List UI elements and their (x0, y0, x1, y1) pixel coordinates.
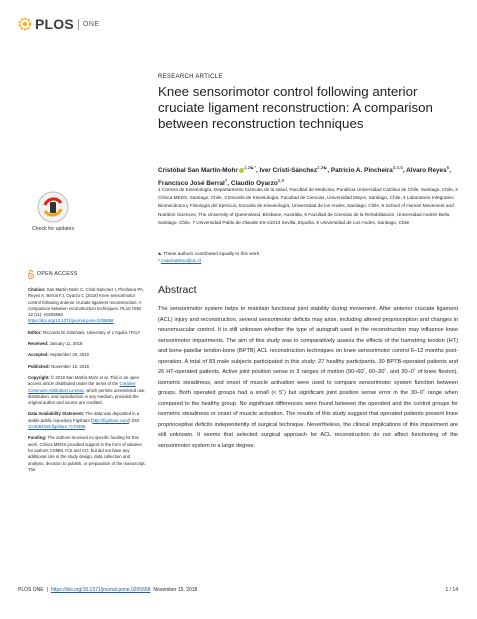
accepted (28, 352, 146, 358)
received-date: January 11, 2018 (48, 341, 83, 347)
funding-text: The authors received no specific funding for this work. Clínica MEDS provided support in the form of salaries for authors CSMM, ICS and CO, but did not have any additional role in the study design, data collection and analysis, decision to publish, or preparation of the manuscript. The (28, 435, 146, 472)
logo-divider (78, 19, 79, 30)
author-name[interactable]: Iver Cristi-Sánchez (259, 167, 318, 175)
footer-journal: PLOS ONE (18, 587, 44, 593)
funding-label: Funding: (28, 435, 47, 441)
figshare-link[interactable]: http://figshare.com/ (92, 417, 130, 423)
copyright-text-b: , which permits unrestricted use, distribution, and reproduction in any medium, provided the original author and source are credited. (28, 387, 146, 406)
corresponding-note (158, 257, 458, 264)
check-for-updates[interactable] (28, 190, 78, 232)
author-separator: , (449, 167, 451, 175)
footer-date: November 15, 2018 (153, 587, 198, 593)
data-availability-text-c: . (85, 424, 87, 430)
author-name[interactable]: Patricio A. Pincheira (330, 167, 393, 175)
data-doi-link[interactable]: 10.6084/m9.figshare.7170389 (28, 424, 86, 430)
article-info-sidebar (28, 270, 146, 478)
editor (28, 330, 146, 336)
abstract-body: The sensorimotor system helps to maintain functional joint stability during movement. After anterior cruciate ligament (ACL) injury and reconstruction, several sensorimotor deficits may arise, including altered proprioception and changes in neuromuscular control. It is still unknown whether the type of autograft used in the reconstruction may influence knee sensorimotor impairments. The aim of this study was to comparatively assess the effects of the hamstring tendon (HT) and bone-patellar tendon-bone (BPTB) ACL reconstruction techniques on knee sensorimotor control 6–12 months post-operation. A total of 83 male subjects participated in this study: 27 healthy participants, 30 BPTB-operated patients and 26 HT-operated patients. Active joint position sense in 3 ranges of motion (90–60˚, 60–30˚, and 30–0˚ of knee flexion), isometric steadiness, and onset of muscle activation were used to compare sensorimotor system function between groups. Both operated groups had a small (< 5˚) but significant joint position sense error in the 30–0˚ range when compared to the healthy group. No significant differences were found between the operated and the control groups for isometric steadiness or onset of muscle activation. The results of this study suggest that operated patients present knee proprioceptive deficits independently of surgical technique. Nevertheless, the clinical implications of this impairment are still unknown. It seems that selected surgical approach for ACL reconstruction do not affect functioning of the sensorimotor system to a large degree. (158, 306, 458, 449)
author-name[interactable]: Alvaro Reyes (406, 167, 447, 175)
logo-text: PLOS (35, 16, 74, 32)
footer-separator: | (46, 587, 48, 593)
check-for-updates-label: Check for updates (31, 226, 75, 232)
data-availability-label: Data Availability Statement: (28, 411, 85, 417)
article-type: RESEARCH ARTICLE (158, 74, 223, 80)
received (28, 341, 146, 347)
equal-contribution-note: ☯ These authors contributed equally to this work. (158, 251, 261, 256)
author-separator: , (327, 167, 331, 175)
email-link[interactable]: csanmartino@uc.cl (161, 258, 202, 263)
citation-text: San Martín-Mohr C, Cristi-Sánchez I, Pincheira PA, Reyes A, Berral FJ, Oyarzo C (2018) Knee sensorimotor control following anterior cruciate ligament reconstruction: A comparison between reconstruction techniques. PLoS ONE 13 (11): e0205658. (28, 287, 144, 318)
data-availability (28, 411, 146, 430)
author-affiliation-marker: 2,8 (277, 178, 284, 184)
copyright-text-a: © 2018 San Martín-Mohr et al. This is an open access article distributed under the terms of the (28, 374, 140, 387)
author-affiliation-marker: 7 (224, 178, 228, 184)
data-availability-text-a: The data was deposited in a stable public repository Figshare ( (28, 411, 140, 423)
author-name[interactable]: Claudio Oyarzo (230, 180, 278, 188)
abstract-heading: Abstract (158, 284, 197, 296)
author-affiliation-marker: 2,3☯ (317, 165, 328, 170)
plos-logo[interactable] (18, 16, 100, 32)
check-for-updates-icon (36, 190, 70, 224)
published-label: Published: (28, 363, 50, 369)
open-access-lock-icon (28, 270, 34, 279)
funding (28, 435, 146, 473)
journal-tag: ONE (82, 20, 100, 28)
accepted-date: September 29, 2018 (48, 352, 89, 358)
open-access-label: OPEN ACCESS (37, 271, 78, 278)
received-label: Received: (28, 341, 49, 347)
citation-doi-link[interactable]: https://doi.org/10.1371/journal.pone.0205658 (28, 318, 114, 324)
copyright-label: Copyright: (28, 374, 50, 380)
accepted-label: Accepted: (28, 352, 49, 358)
author-name[interactable]: Francisco José Berral (158, 180, 225, 188)
published (28, 364, 146, 370)
author-separator: , (402, 167, 407, 175)
author-separator: , (227, 180, 231, 188)
author-affiliation-marker: 6 (446, 165, 450, 170)
copyright (28, 375, 146, 406)
citation-label: Citation: (28, 287, 46, 292)
article-title: Knee sensorimotor control following anterior cruciate ligament reconstruction: A comparison between reconstruction techniques (158, 84, 433, 131)
published-date: November 15, 2018 (49, 363, 89, 369)
editor-label: Editor: (28, 329, 42, 335)
plos-logo-icon (18, 17, 32, 31)
footer-doi-link[interactable]: https://doi.org/10.1371/journal.pone.0205658 (50, 587, 151, 593)
email-prefix: * (158, 258, 162, 263)
page-number: 1 / 14 (445, 587, 458, 593)
data-availability-text-b: ) DOI (129, 417, 140, 423)
citation (28, 287, 146, 325)
author-name[interactable]: Cristóbal San Martín-Mohr (158, 167, 238, 175)
author-affiliation-marker: 1,2☯* (243, 165, 256, 170)
editor-text: Riccardo Di Giminiani, University of L'Aquila, ITALY (41, 329, 141, 335)
author-separator: , (255, 167, 260, 175)
affiliations: 1 Carrera de Kinesiología, Departamento Ciencias de la salud, Facultad de Medicina, Pontificia Universidad Católica de Chile, Santiago, Chile, 2 Clínica MEDS, Santiago, Chile, 3 Escuela de Kinesiología, Facultad de Ciencias, Universidad Mayor, Santiago, Chile, 4 Laboratorio Integrativo Biomecánica y Fisiología del Ejercicio, Escuela de Kinesiología, Universidad de los Andes, Santiago, Chile, 5 School of Human Movement and Nutrition Sciences, The University of Queensland, Brisbane, Australia, 6 Facultad de Ciencias de la Rehabilitación, Universidad Andrés Bello, Santiago, Chile, 7 Universidad Pablo de Olavide ES-41013 Sevilla, España, 8 Universidad de Los Andes, Santiago, Chile (158, 187, 458, 225)
footer-left (18, 587, 200, 593)
page-footer (18, 587, 458, 593)
license-link[interactable]: Creative Commons Attribution License (28, 381, 136, 393)
author-affiliation-marker: 3,4,5 (392, 165, 403, 170)
author-notes (158, 250, 458, 264)
open-access-row (28, 270, 146, 279)
